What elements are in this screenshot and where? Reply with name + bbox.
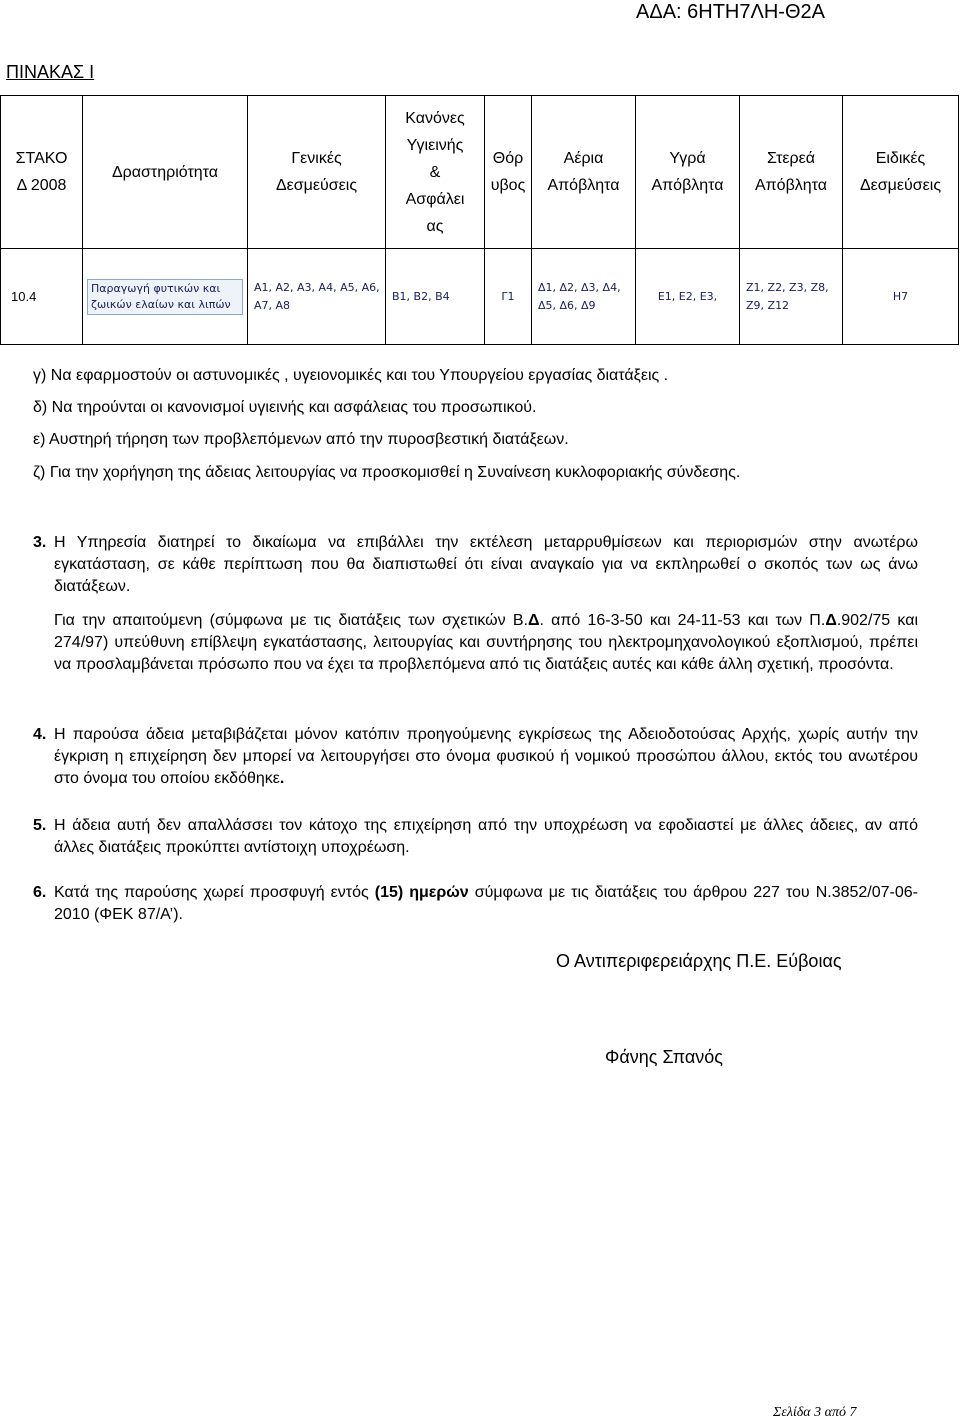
cell-general: Α1, Α2, Α3, Α4, Α5, Α6, Α7, Α8: [248, 249, 386, 345]
cell-air: Δ1, Δ2, Δ3, Δ4, Δ5, Δ6, Δ9: [532, 249, 636, 345]
cell-hygiene: Β1, Β2, Β4: [386, 249, 485, 345]
section-4-text: Η παρούσα άδεια μεταβιβάζεται μόνον κατόπιν προηγούμενης εγκρίσεως της Αδειοδοτούσας Αρχής, χωρίς αυτήν την έγκριση η επιχείρηση δεν μπορεί να λειτουργήσει στο όνομα φυσικού ή νομικού προσώπου άλλου, εκτός του ανωτέρου στο όνομα του οποίου εκδόθηκε: [54, 726, 918, 787]
section-4: 4. Η παρούσα άδεια μεταβιβάζεται μόνον κατόπιν προηγούμενης εγκρίσεως της Αδειοδοτούσας Αρχής, χωρίς αυτήν την έγκριση η επιχείρηση δεν μπορεί να λειτουργήσει στο όνομα φυσικού ή νομικού προσώπου άλλου, εκτός του ανωτέρου στο όνομα του οποίου εκδόθηκε.: [33, 726, 918, 787]
signatory-name: Φάνης Σπανός: [605, 1047, 723, 1067]
table-header-row: [1, 96, 959, 249]
section-3: [33, 532, 918, 598]
header-solid: Στερεά Απόβλητα: [740, 96, 843, 249]
section-3-paragraph-2: Για την απαιτούμενη (σύμφωνα με τις διατάξεις των σχετικών Β.Δ. από 16-3-50 και 24-11-53 και των Π.Δ.902/75 και 274/97) υπεύθυνη επίβλεψη εγκατάστασης, λειτουργίας και συντήρησης του ηλεκτρομηχανολογικού εξοπλισμού, πρέπει να προσλαμβάνεται πρόσωπο που να έχει τα προβλεπόμενα από τις διατάξεις αυτές και κάθε άλλη σχετική, προσόντα.: [54, 612, 919, 673]
section-4-number: 4.: [33, 726, 47, 743]
header-stako: ΣΤΑΚΟ Δ 2008: [1, 96, 83, 249]
cell-activity: Παραγωγή φυτικών και ζωικών ελαίων και λιπών: [83, 249, 248, 345]
page-number: Σελίδα 3 από 7: [773, 1405, 857, 1420]
item-z: ζ) Για την χορήγηση της άδειας λειτουργίας να προσκομισθεί η Συναίνεση κυκλοφοριακής σύνδεσης.: [33, 464, 741, 481]
header-liquid: Υγρά Απόβλητα: [636, 96, 740, 249]
section-5-text: Η άδεια αυτή δεν απαλλάσσει τον κάτοχο της επιχείρηση από την υποχρέωση να εφοδιαστεί με άλλες άδειες, αν από άλλες διατάξεις προκύπτει αντίστοιχη υποχρέωση.: [54, 817, 918, 856]
signatory-title: Ο Αντιπεριφερειάρχης Π.Ε. Εύβοιας: [556, 951, 842, 971]
cell-special: Η7: [843, 249, 959, 345]
header-general: Γενικές Δεσμεύσεις: [248, 96, 386, 249]
table-row: [1, 249, 959, 345]
cell-noise: Γ1: [485, 249, 532, 345]
section-6: 6. Κατά της παρούσης χωρεί προσφυγή εντός (15) ημερών σύμφωνα με τις διατάξεις του άρθρου 227 του Ν.3852/07-06-2010 (ΦΕΚ 87/Α’).: [33, 884, 919, 923]
ada-code: ΑΔΑ: 6ΗΤΗ7ΛΗ-Θ2Α: [636, 1, 825, 23]
cell-solid: Ζ1, Ζ2, Ζ3, Ζ8, Ζ9, Ζ12: [740, 249, 843, 345]
pollution-table: [0, 95, 959, 345]
section-5: [33, 815, 918, 859]
header-hygiene: Κανόνες Υγιεινής & Ασφάλει ας: [386, 96, 485, 249]
section-5-number: 5.: [33, 817, 47, 834]
item-e: ε) Αυστηρή τήρηση των προβλεπόμενων από την πυροσβεστική διατάξεων.: [33, 431, 569, 448]
section-3-number: 3.: [33, 534, 47, 551]
header-noise: Θόρ υβος: [485, 96, 532, 249]
table-title: ΠΙΝΑΚΑΣ Ι: [6, 62, 95, 82]
header-air: Αέρια Απόβλητα: [532, 96, 636, 249]
cell-liquid: Ε1, Ε2, Ε3,: [636, 249, 740, 345]
item-g: γ) Να εφαρμοστούν οι αστυνομικές , υγειονομικές και του Υπουργείου εργασίας διατάξεις .: [33, 367, 669, 384]
header-activity: Δραστηριότητα: [83, 96, 248, 249]
deadline: (15) ημερών: [374, 884, 469, 901]
cell-stako: 10.4: [1, 249, 83, 345]
section-6-number: 6.: [33, 884, 47, 901]
header-special: Ειδικές Δεσμεύσεις: [843, 96, 959, 249]
section-3-text: Η Υπηρεσία διατηρεί το δικαίωμα να επιβάλλει την εκτέλεση μεταρρυθμίσεων και περιορισμών στην ανωτέρω εγκατάσταση, σε κάθε περίπτωση που θα διαπιστωθεί ότι είναι αναγκαίο για να εκπληρωθεί ο σκοπός των ως άνω διατάξεων.: [54, 534, 918, 595]
item-d: δ) Να τηρούνται οι κανονισμοί υγιεινής και ασφάλειας του προσωπικού.: [33, 399, 537, 416]
